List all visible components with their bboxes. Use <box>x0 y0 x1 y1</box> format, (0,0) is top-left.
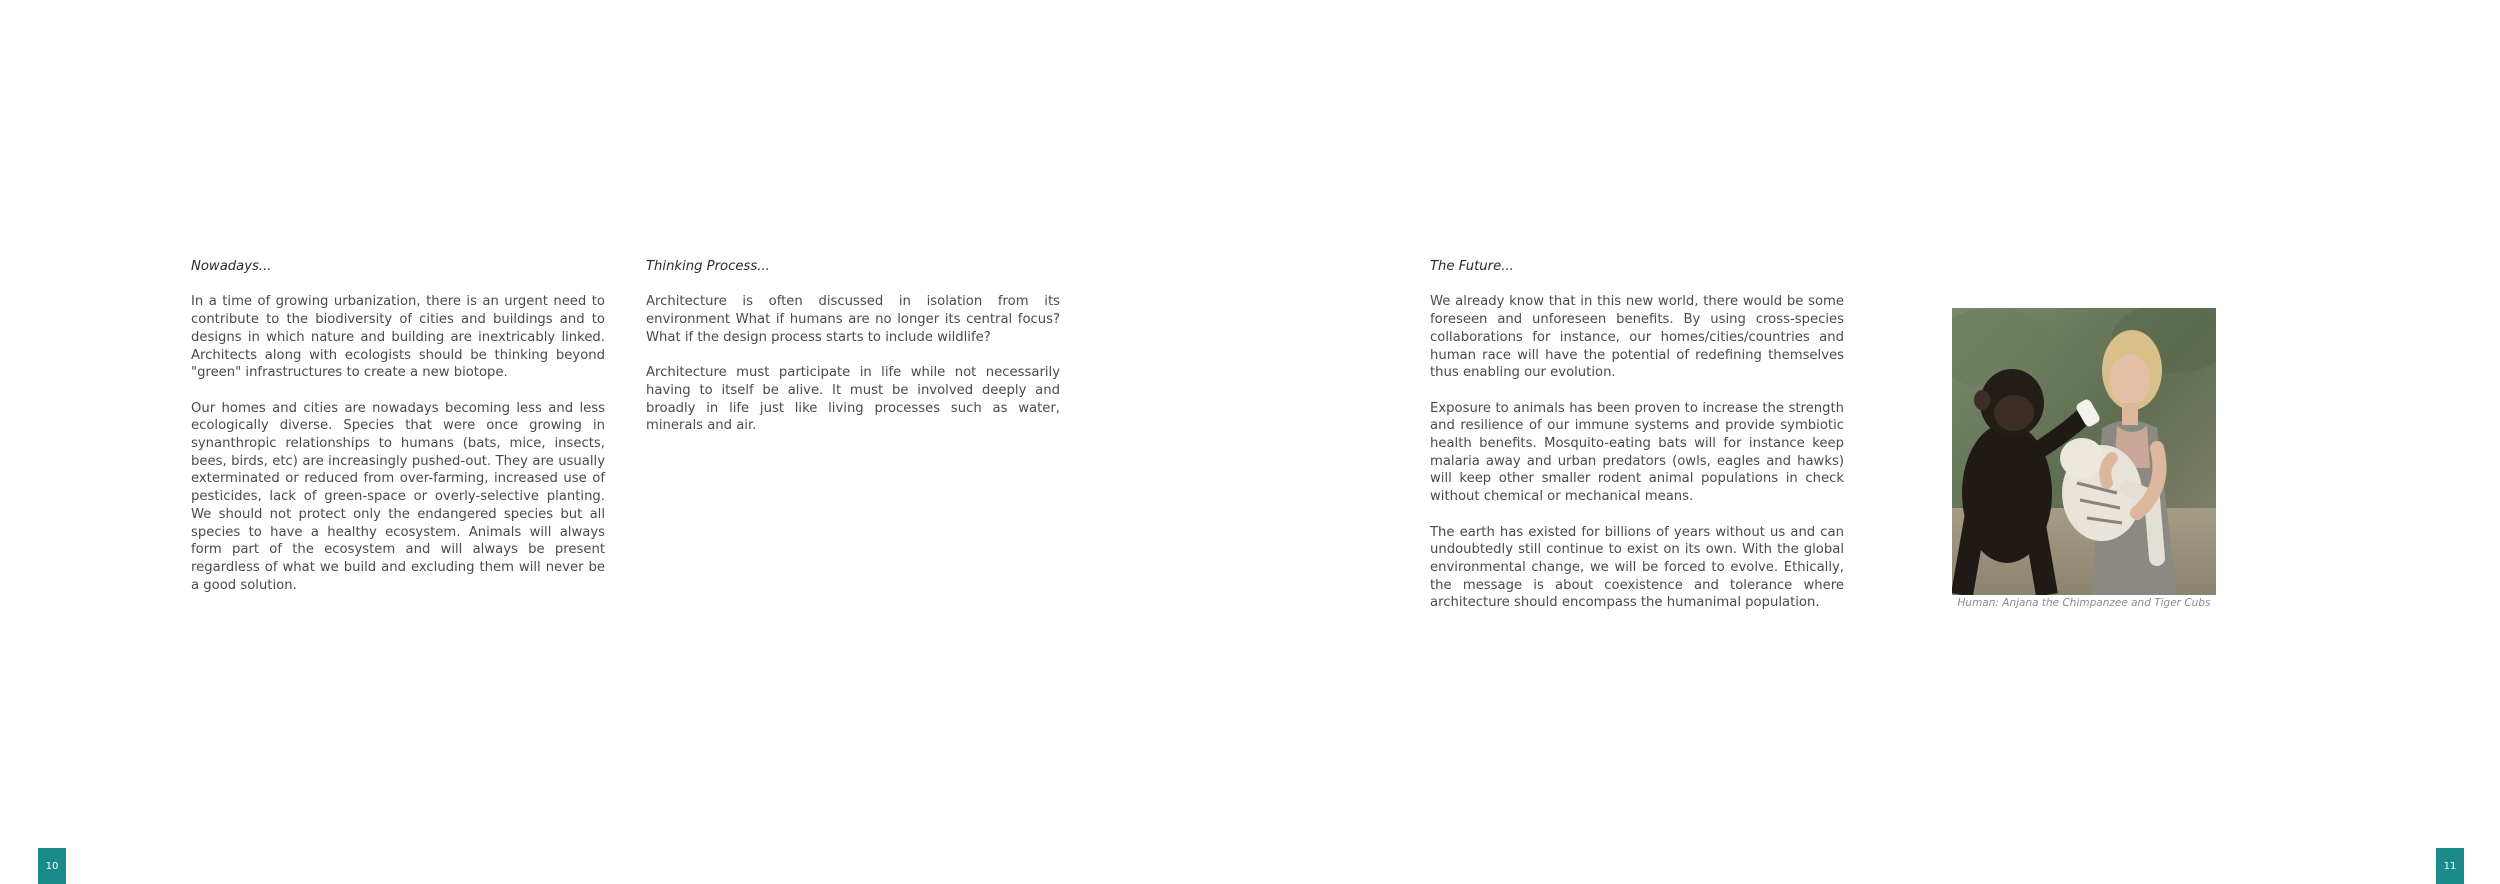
text-column-nowadays <box>191 258 605 612</box>
paragraph: Architecture is often discussed in isolation from its environment What if humans are no longer its central focus? What if the design process starts to include wildlife? <box>646 294 1060 345</box>
page-number-left: 10 <box>38 848 66 884</box>
paragraph: In a time of growing urbanization, there is an urgent need to contribute to the biodiversity of cities and buildings and to designs in which nature and building are inextricably linked. Architects along with ecologists should be thinking beyond "green" infrastructures to create a new biotope. <box>191 294 605 381</box>
section-heading: Nowadays... <box>191 259 272 274</box>
photo-woman-chimpanzee-tiger-cub <box>1952 308 2216 595</box>
paragraph: Our homes and cities are nowadays becoming less and less ecologically diverse. Species that were once growing in synanthropic relationships to humans (bats, mice, insects, bees, birds, etc) are increasingly pushed-out. They are usually exterminated or reduced from over-farming, increased use of pesticides, lack of green-space or overly-selective planting. We should not protect only the endangered species but all species to have a healthy ecosystem. Animals will always form part of the ecosystem and will always be present regardless of what we build and excluding them will never be a good solution. <box>191 400 605 593</box>
paragraph: The earth has existed for billions of years without us and can undoubtedly still continue to exist on its own. With the global environmental change, we will be forced to evolve. Ethically, the message is about coexistence and tolerance where architecture should encompass the humanimal population. <box>1430 524 1844 611</box>
paragraph: Exposure to animals has been proven to increase the strength and resilience of our immune systems and provide symbiotic health benefits. Mosquito-eating bats will for instance keep malaria away and urban predators (owls, eagles and hawks) will keep other smaller rodent animal populations in check without chemical or mechanical means. <box>1430 400 1844 505</box>
paragraph: We already know that in this new world, there would be some foreseen and unforeseen benefits. By using cross-species collaborations for instance, our homes/cities/countries and human race will have the potential of redefining themselves thus enabling our evolution. <box>1430 294 1844 381</box>
text-column-the-future <box>1430 258 1844 630</box>
photo-caption: Human: Anjana the Chimpanzee and Tiger Cubs <box>1957 597 2211 609</box>
section-heading: The Future... <box>1430 259 1514 274</box>
page-number-right: 11 <box>2436 848 2464 884</box>
text-column-thinking-process <box>646 258 1060 453</box>
paragraph: Architecture must participate in life while not necessarily having to itself be alive. It must be involved deeply and broadly in life just like living processes such as water, minerals and air. <box>646 365 1060 434</box>
section-heading: Thinking Process... <box>646 259 770 274</box>
